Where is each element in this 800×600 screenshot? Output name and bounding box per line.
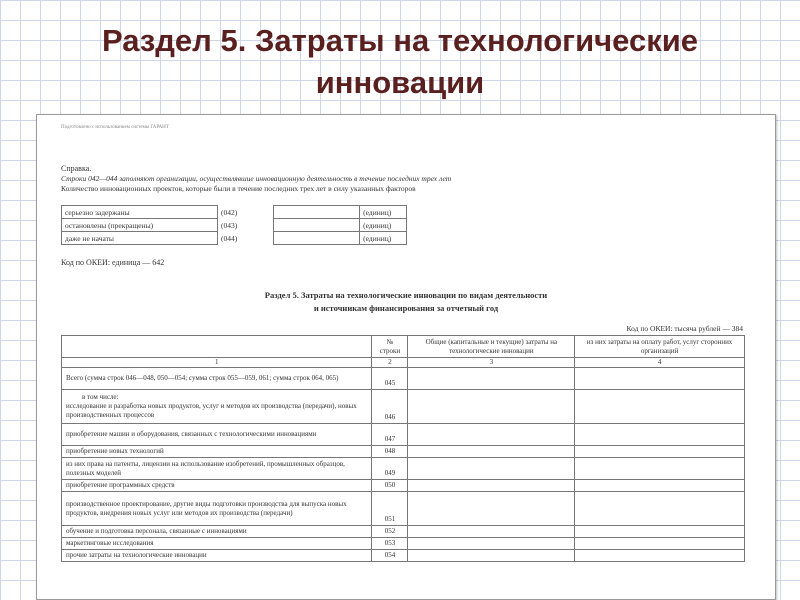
- total-costs-cell: [408, 424, 575, 446]
- external-costs-cell: [575, 538, 745, 550]
- total-costs-cell: [408, 492, 575, 526]
- total-costs-cell: [408, 446, 575, 458]
- costs-table: [61, 335, 745, 562]
- projects-text: Количество инновационных проектов, которые были в течение последних трех лет в силу указанных факторов: [61, 184, 416, 193]
- column-number-4: 4: [575, 358, 745, 368]
- external-costs-cell: [575, 550, 745, 562]
- external-costs-cell: [575, 368, 745, 390]
- column-number-2: 2: [372, 358, 408, 368]
- external-costs-cell: [575, 458, 745, 480]
- delayed-projects-row: [62, 206, 407, 219]
- project-count-value: [274, 232, 360, 245]
- row-label: приобретение машин и оборудования, связанных с технологическими инновациями: [62, 424, 372, 446]
- total-costs-cell: [408, 550, 575, 562]
- delayed-projects-table: [61, 205, 407, 245]
- column-number-1: 1: [62, 358, 372, 368]
- row-label: производственное проектирование, другие виды подготовки производства для выпуска новых продуктов, внедрения новых услуг или методов их производства (передачи): [62, 492, 372, 526]
- project-unit: (единиц): [360, 219, 407, 232]
- row-label: [62, 390, 372, 424]
- delayed-projects-row: [62, 219, 407, 232]
- table-row: [62, 424, 745, 446]
- row-label: маркетинговые исследования: [62, 538, 372, 550]
- reference-text: Строки 042—044 заполняют организации, осуществлявшие инновационную деятельность в течение последних трех лет: [61, 174, 452, 183]
- total-costs-cell: [408, 368, 575, 390]
- table-row: [62, 368, 745, 390]
- external-costs-cell: [575, 446, 745, 458]
- top-note: Подготовлено с использованием системы ГАРАНТ: [61, 125, 169, 130]
- table-row: [62, 526, 745, 538]
- row-label: из них права на патенты, лицензии на использование изобретений, промышленных образцов, полезных моделей: [62, 458, 372, 480]
- column-numbers-row: [62, 358, 745, 368]
- table-row: [62, 446, 745, 458]
- row-label: Всего (сумма строк 046—048, 050—054; сумма строк 055—059, 061; сумма строк 064, 065): [62, 368, 372, 390]
- row-label: обучение и подготовка персонала, связанные с инновациями: [62, 526, 372, 538]
- row-line-number: 045: [372, 368, 408, 390]
- row-line-number: 054: [372, 550, 408, 562]
- table-row: [62, 492, 745, 526]
- external-costs-cell: [575, 424, 745, 446]
- external-costs-cell: [575, 390, 745, 424]
- total-costs-cell: [408, 526, 575, 538]
- project-count-value: [274, 219, 360, 232]
- header-cell-line-number: № строки: [372, 336, 408, 358]
- column-number-3: 3: [408, 358, 575, 368]
- okei-rubles: Код по ОКЕИ: тысяча рублей — 384: [626, 324, 743, 333]
- header-cell-total-costs: Общие (капитальные и текущие) затраты на технологические инновации: [408, 336, 575, 358]
- table-row: [62, 458, 745, 480]
- project-status-label: остановлены (прекращены): [62, 219, 218, 232]
- header-cell-external-costs: из них затраты на оплату работ, услуг сторонних организаций: [575, 336, 745, 358]
- project-count-value: [274, 206, 360, 219]
- row-label-text: исследование и разработка новых продуктов, услуг и методов их производства (передачи), новых производственных процессов: [66, 402, 357, 419]
- row-line-number: 053: [372, 538, 408, 550]
- slide-title-line-1: Раздел 5. Затраты на технологические: [101, 23, 699, 58]
- total-costs-cell: [408, 538, 575, 550]
- table-row: [62, 390, 745, 424]
- total-costs-cell: [408, 480, 575, 492]
- project-status-label: даже не начаты: [62, 232, 218, 245]
- row-label: прочие затраты на технологические инновации: [62, 550, 372, 562]
- external-costs-cell: [575, 526, 745, 538]
- total-costs-cell: [408, 458, 575, 480]
- project-line-code: (042): [218, 206, 274, 219]
- project-unit: (единиц): [360, 232, 407, 245]
- slide-title-line-2: инновации: [315, 65, 485, 100]
- project-line-code: (043): [218, 219, 274, 232]
- row-line-number: 049: [372, 458, 408, 480]
- reference-label: Справка.: [61, 164, 92, 173]
- row-line-number: 048: [372, 446, 408, 458]
- external-costs-cell: [575, 480, 745, 492]
- row-line-number: 050: [372, 480, 408, 492]
- project-status-label: серьезно задержаны: [62, 206, 218, 219]
- row-label: приобретение новых технологий: [62, 446, 372, 458]
- row-label: приобретение программных средств: [62, 480, 372, 492]
- table-row: [62, 550, 745, 562]
- total-costs-cell: [408, 390, 575, 424]
- section-title-line-2: и источникам финансирования за отчетный год: [313, 303, 499, 313]
- row-line-number: 052: [372, 526, 408, 538]
- row-line-number: 051: [372, 492, 408, 526]
- section-title-line-1: Раздел 5. Затраты на технологические инновации по видам деятельности: [264, 290, 548, 300]
- okei-units: Код по ОКЕИ: единица — 642: [61, 258, 165, 267]
- header-cell-label: [62, 336, 372, 358]
- external-costs-cell: [575, 492, 745, 526]
- document-page: [36, 114, 776, 600]
- project-line-code: (044): [218, 232, 274, 245]
- row-line-number: 046: [372, 390, 408, 424]
- row-line-number: 047: [372, 424, 408, 446]
- table-header-row: [62, 336, 745, 358]
- table-row: [62, 480, 745, 492]
- project-unit: (единиц): [360, 206, 407, 219]
- delayed-projects-row: [62, 232, 407, 245]
- slide-title: [0, 20, 800, 104]
- row-label-intro: в том числе:: [82, 393, 119, 401]
- table-row: [62, 538, 745, 550]
